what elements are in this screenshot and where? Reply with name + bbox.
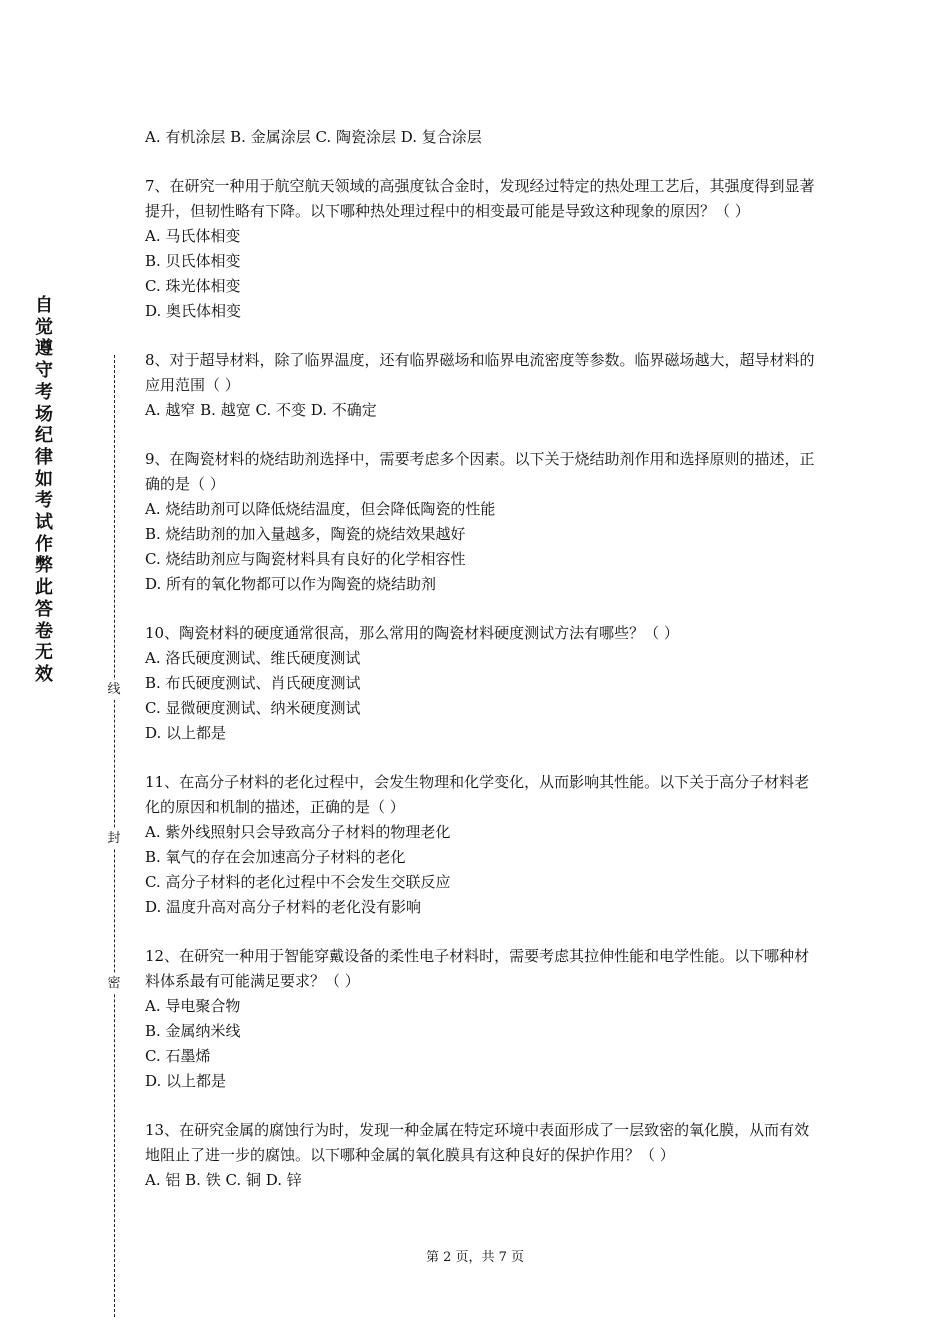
question-stem: 13、在研究金属的腐蚀行为时，发现一种金属在特定环境中表面形成了一层致密的氧化膜，从而有效地阻止了进一步的腐蚀。以下哪种金属的氧化膜具有这种良好的保护作用？（ ） [145,1121,810,1164]
option: B. 布氏硬度测试、肖氏硬度测试 [145,674,361,692]
question-content [145,125,815,1193]
option: A. 铝 B. 铁 C. 铜 D. 锌 [145,1171,302,1189]
question-11 [145,770,815,920]
option: C. 烧结助剂应与陶瓷材料具有良好的化学相容性 [145,550,466,568]
option: A. 紫外线照射只会导致高分子材料的物理老化 [145,823,451,841]
option: D. 以上都是 [145,1072,227,1090]
binding-label-line: 线 [106,680,122,700]
option: A. 洛氏硬度测试、维氏硬度测试 [145,649,361,667]
binding-label-seal: 封 [106,829,122,849]
question-stem: 8、对于超导材料，除了临界温度，还有临界磁场和临界电流密度等参数。临界磁场越大，超导材料的应用范围（ ） [145,351,815,394]
option: A. 越窄 B. 越宽 C. 不变 D. 不确定 [145,401,377,419]
question-stem: 12、在研究一种用于智能穿戴设备的柔性电子材料时，需要考虑其拉伸性能和电学性能。以下哪种材料体系最有可能满足要求？（ ） [145,947,810,990]
option: B. 氧气的存在会加速高分子材料的老化 [145,848,406,866]
option: D. 奥氏体相变 [145,302,242,320]
question-10 [145,621,815,746]
option: A. 导电聚合物 [145,997,241,1015]
option: B. 烧结助剂的加入量越多，陶瓷的烧结效果越好 [145,525,466,543]
option: B. 金属纳米线 [145,1022,241,1040]
question-9 [145,447,815,597]
question-8 [145,348,815,423]
option: A. 马氏体相变 [145,227,241,245]
previous-question-options: A. 有机涂层 B. 金属涂层 C. 陶瓷涂层 D. 复合涂层 [145,128,482,146]
option: C. 珠光体相变 [145,277,241,295]
option: B. 贝氏体相变 [145,252,241,270]
question-7 [145,174,815,324]
option: D. 所有的氧化物都可以作为陶瓷的烧结助剂 [145,575,437,593]
question-stem: 7、在研究一种用于航空航天领域的高强度钛合金时，发现经过特定的热处理工艺后，其强度得到显著提升，但韧性略有下降。以下哪种热处理过程中的相变最可能是导致这种现象的原因？（ ） [145,177,815,220]
option: C. 高分子材料的老化过程中不会发生交联反应 [145,873,451,891]
question-13 [145,1118,815,1193]
page-number: 第 2 页，共 7 页 [425,1250,525,1265]
binding-label-secret: 密 [106,974,122,994]
option: A. 烧结助剂可以降低烧结温度，但会降低陶瓷的性能 [145,500,496,518]
question-stem: 9、在陶瓷材料的烧结助剂选择中，需要考虑多个因素。以下关于烧结助剂作用和选择原则的描述，正确的是（ ） [145,450,815,493]
option: D. 以上都是 [145,724,227,742]
exam-discipline-notice: 自觉遵守考场纪律如考试作弊此答卷无效 [35,295,53,685]
option: C. 石墨烯 [145,1047,211,1065]
question-stem: 10、陶瓷材料的硬度通常很高，那么常用的陶瓷材料硬度测试方法有哪些？（ ） [145,624,679,642]
option: D. 温度升高对高分子材料的老化没有影响 [145,898,422,916]
question-12 [145,944,815,1094]
option: C. 显微硬度测试、纳米硬度测试 [145,699,361,717]
question-stem: 11、在高分子材料的老化过程中，会发生物理和化学变化，从而影响其性能。以下关于高分子材料老化的原因和机制的描述，正确的是（ ） [145,773,810,816]
